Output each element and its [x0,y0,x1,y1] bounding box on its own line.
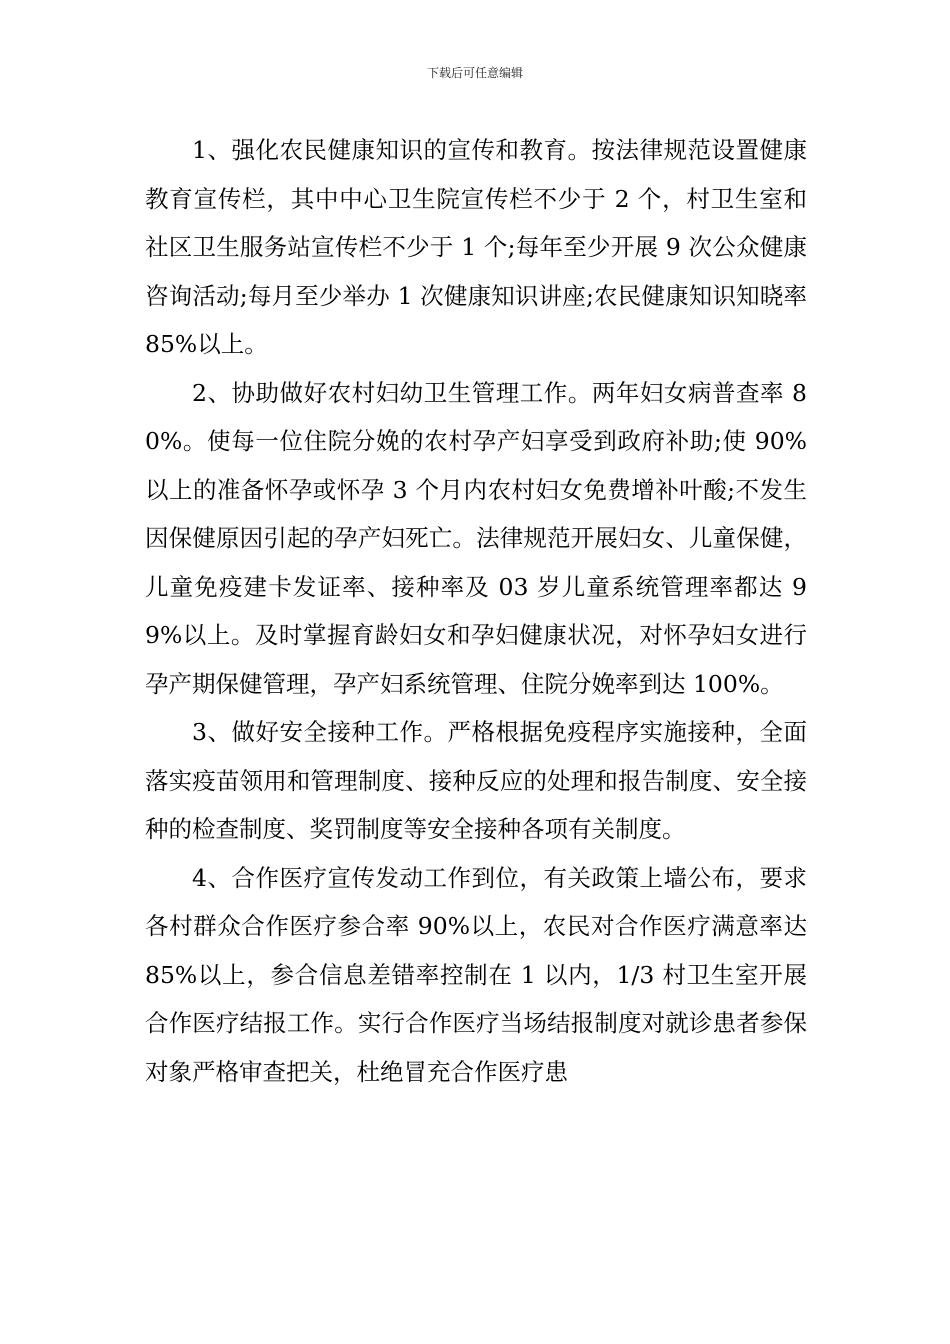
paragraph-3: 3、做好安全接种工作。严格根据免疫程序实施接种，全面落实疫苗领用和管理制度、接种反应的处理和报告制度、安全接种的检查制度、奖罚制度等安全接种各项有关制度。 [145,718,807,843]
page-header: 下载后可任意编辑 [426,66,523,80]
paragraph-4: 4、合作医疗宣传发动工作到位，有关政策上墙公布，要求各村群众合作医疗参合率 90%以上，农民对合作医疗满意率达 85%以上，参合信息差错率控制在 1 以内，1/3 村卫生室开展合作医疗结报工作。实行合作医疗当场结报制度对就诊患者参保对象严格审查把关，杜绝冒充合作医疗患 [145,863,807,1086]
paragraph-2: 2、协助做好农村妇幼卫生管理工作。两年妇女病普查率 80%。使每一位住院分娩的农村孕产妇享受到政府补助;使 90%以上的准备怀孕或怀孕 3 个月内农村妇女免费增补叶酸;不发生因保健原因引起的孕产妇死亡。法律规范开展妇女、儿童保健，儿童免疫建卡发证率、接种率及 03 岁儿童系统管理率都达 99%以上。及时掌握育龄妇女和孕妇健康状况，对怀孕妇女进行孕产期保健管理，孕产妇系统管理、住院分娩率到达 100%。 [145,378,807,698]
paragraph-1: 1、强化农民健康知识的宣传和教育。按法律规范设置健康教育宣传栏，其中中心卫生院宣传栏不少于 2 个，村卫生室和社区卫生服务站宣传栏不少于 1 个;每年至少开展 9 次公众健康咨询活动;每月至少举办 1 次健康知识讲座;农民健康知识知晓率 85%以上。 [145,136,807,358]
document-body [145,126,807,1096]
